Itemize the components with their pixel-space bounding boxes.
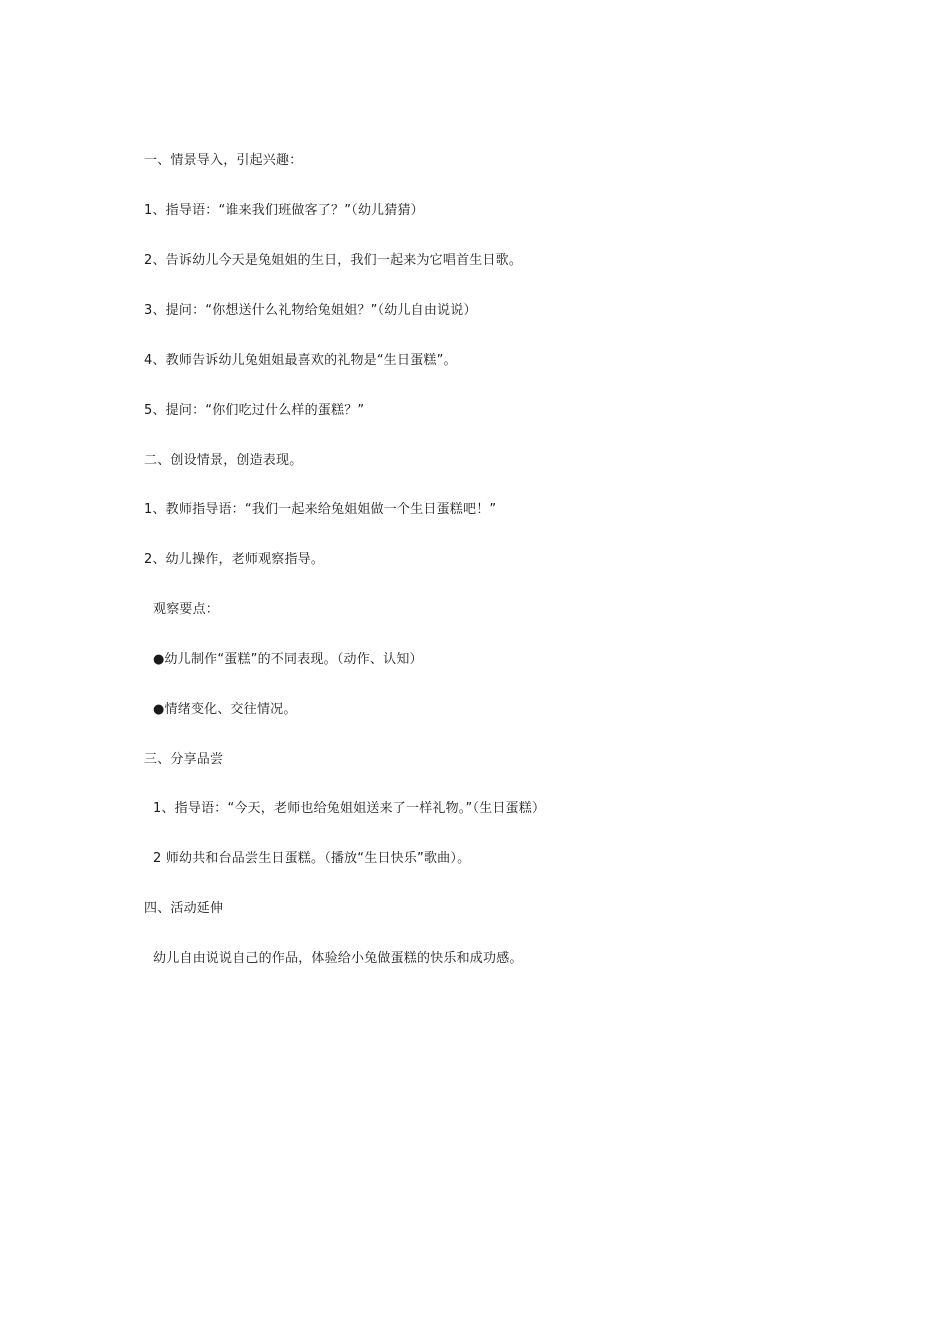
step-1-4: 4、教师告诉幼儿兔姐姐最喜欢的礼物是“生日蛋糕”。 (144, 353, 457, 368)
observation-points-label: 观察要点： (153, 602, 220, 617)
section-heading-4: 四、活动延伸 (144, 901, 224, 916)
step-3-2: 2 师幼共和台品尝生日蛋糕。（播放“生日快乐”歌曲）。 (153, 851, 471, 866)
step-1-2: 2、告诉幼儿今天是兔姐姐的生日，我们一起来为它唱首生日歌。 (144, 253, 523, 268)
observation-bullet-2: ●情绪变化、交往情况。 (153, 702, 297, 717)
observation-bullet-1: ●幼儿制作“蛋糕”的不同表现。（动作、认知） (153, 652, 423, 667)
step-1-3: 3、提问：“你想送什么礼物给兔姐姐？”（幼儿自由说说） (144, 303, 477, 318)
step-2-2: 2、幼儿操作，老师观察指导。 (144, 552, 325, 567)
step-1-1: 1、指导语：“谁来我们班做客了？”（幼儿猜猜） (144, 203, 424, 218)
section-heading-3: 三、分享品尝 (144, 752, 224, 767)
section-heading-1: 一、情景导入，引起兴趣： (144, 153, 303, 168)
step-2-1: 1、教师指导语：“我们一起来给兔姐姐做一个生日蛋糕吧！” (144, 502, 497, 517)
extension-text: 幼儿自由说说自己的作品，体验给小兔做蛋糕的快乐和成功感。 (153, 951, 523, 966)
step-3-1: 1、指导语：“今天，老师也给兔姐姐送来了一样礼物。”（生日蛋糕） (153, 801, 546, 816)
section-heading-2: 二、创设情景，创造表现。 (144, 453, 303, 468)
step-1-5: 5、提问：“你们吃过什么样的蛋糕？” (144, 403, 365, 418)
